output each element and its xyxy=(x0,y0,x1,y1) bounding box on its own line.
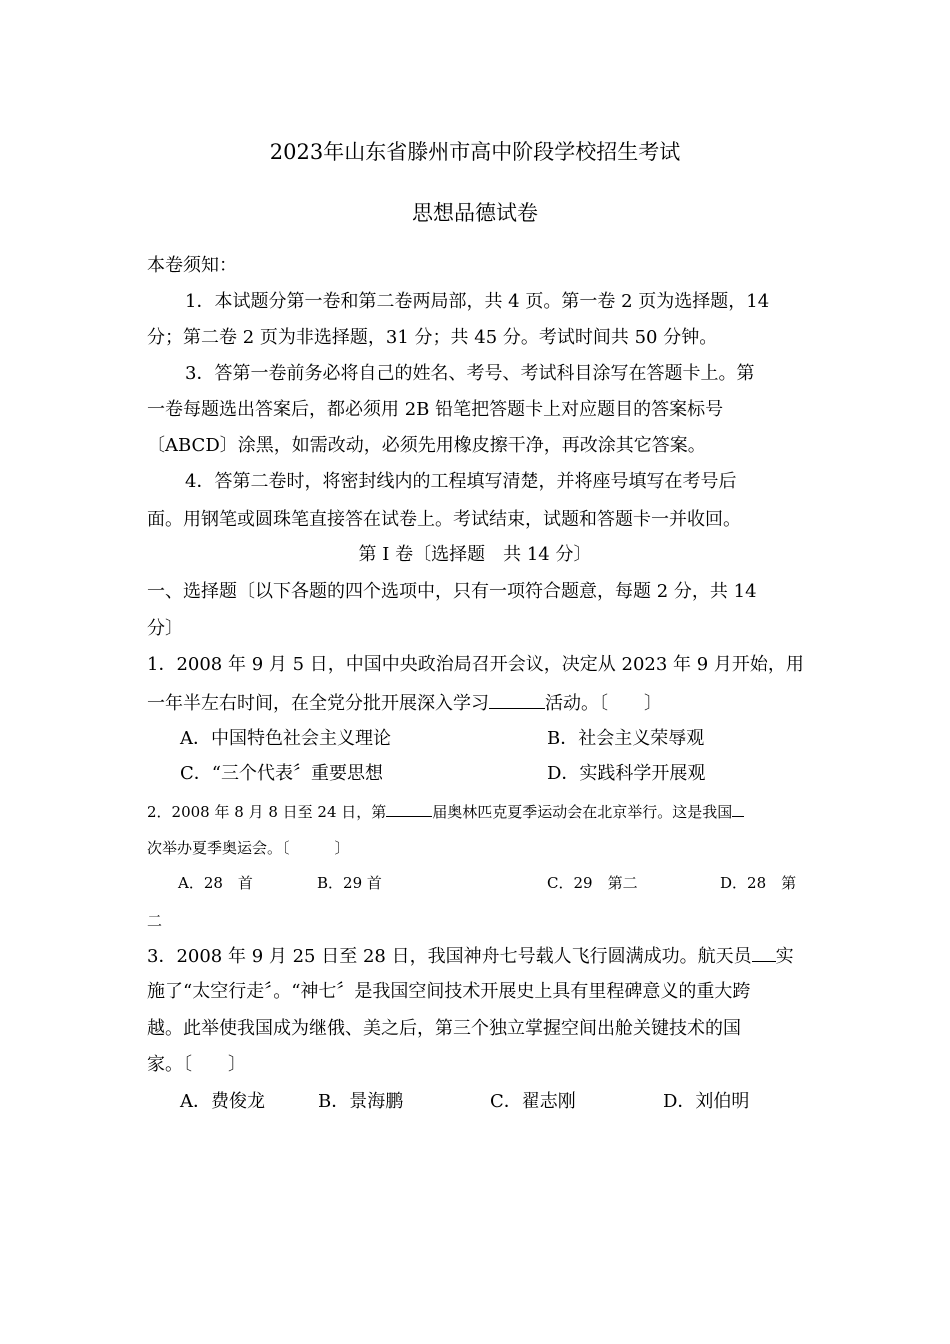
question-2-text-mid: 届奥林匹克夏季运动会在北京举行。这是我国 xyxy=(432,803,733,821)
option-c: C．29 第二 xyxy=(547,874,638,892)
question-1-line-1: 1．2008 年 9 月 5 日，中国中央政治局召开会议，决定从 2023 年 9 月开始，用 xyxy=(147,654,804,675)
exam-title: 2023年山东省滕州市高中阶段学校招生考试 xyxy=(269,140,681,164)
question-3-line-3: 越。此举使我国成为继俄、美之后，第三个独立掌握空间出舱关键技术的国 xyxy=(147,1018,741,1039)
option-c: C．翟志刚 xyxy=(490,1091,576,1112)
question-2-text: 2．2008 年 8 月 8 日至 24 日，第 xyxy=(147,803,387,821)
answer-blank xyxy=(489,690,545,709)
option-a: A．费俊龙 xyxy=(180,1091,265,1112)
notice-item-1-line-2: 分；第二卷 2 页为非选择题，31 分；共 45 分。考试时间共 50 分钟。 xyxy=(147,327,718,348)
question-3-line-1 xyxy=(147,943,817,969)
notice-item-3-line-2: 一卷每题选出答案后，都必须用 2B 铅笔把答题卡上对应题目的答案标号 xyxy=(147,399,724,420)
exam-subtitle: 思想品德试卷 xyxy=(412,201,538,225)
option-c: C．“三个代表〞重要思想 xyxy=(180,763,383,784)
option-d: D．28 第 xyxy=(720,874,797,892)
question-2-line-1 xyxy=(147,800,817,824)
option-a: A．28 首 xyxy=(178,874,253,892)
option-b: B．社会主义荣辱观 xyxy=(547,728,705,749)
section-intro-line-2: 分〕 xyxy=(147,618,183,639)
answer-blank xyxy=(732,801,744,817)
answer-blank xyxy=(386,801,432,817)
question-3-line-2: 施了“太空行走〞。“神七〞是我国空间技术开展史上具有里程碑意义的重大跨 xyxy=(147,981,751,1002)
question-3-text-end: 实 xyxy=(775,946,794,967)
option-d: D．刘伯明 xyxy=(663,1091,750,1112)
section-intro-line-1: 一、选择题〔以下各题的四个选项中，只有一项符合题意，每题 2 分，共 14 xyxy=(147,581,757,602)
question-3-text: 3．2008 年 9 月 25 日至 28 日，我国神舟七号载人飞行圆满成功。航天员 xyxy=(147,946,752,967)
question-1-text: 一年半左右时间，在全党分批开展深入学习 xyxy=(147,693,489,714)
section-title: 第 I 卷〔选择题 共 14 分〕 xyxy=(358,544,592,565)
question-2-line-2: 次举办夏季奥运会。〔 〕 xyxy=(147,839,350,857)
question-2-option-wrap: 二 xyxy=(147,912,163,930)
option-b: B．29 首 xyxy=(317,874,382,892)
question-1-text-end: 活动。〔 〕 xyxy=(545,693,662,714)
notice-heading: 本卷须知： xyxy=(147,255,237,276)
notice-item-1-line-1: 1．本试题分第一卷和第二卷两局部，共 4 页。第一卷 2 页为选择题，14 xyxy=(185,291,770,312)
question-1-line-2 xyxy=(147,690,817,716)
notice-item-4-line-1: 4．答第二卷时，将密封线内的工程填写清楚，并将座号填写在考号后 xyxy=(185,471,737,492)
notice-item-4-line-2: 面。用钢笔或圆珠笔直接答在试卷上。考试结束，试题和答题卡一并收回。 xyxy=(147,509,741,530)
option-a: A．中国特色社会主义理论 xyxy=(180,728,391,749)
question-3-line-4: 家。〔 〕 xyxy=(147,1054,246,1075)
option-b: B．景海鹏 xyxy=(318,1091,404,1112)
option-d: D．实践科学开展观 xyxy=(547,763,706,784)
answer-blank xyxy=(752,943,776,962)
notice-item-3-line-3: 〔ABCD〕涂黑，如需改动，必须先用橡皮擦干净，再改涂其它答案。 xyxy=(147,435,706,456)
notice-item-3-line-1: 3．答第一卷前务必将自己的姓名、考号、考试科目涂写在答题卡上。第 xyxy=(185,363,755,384)
